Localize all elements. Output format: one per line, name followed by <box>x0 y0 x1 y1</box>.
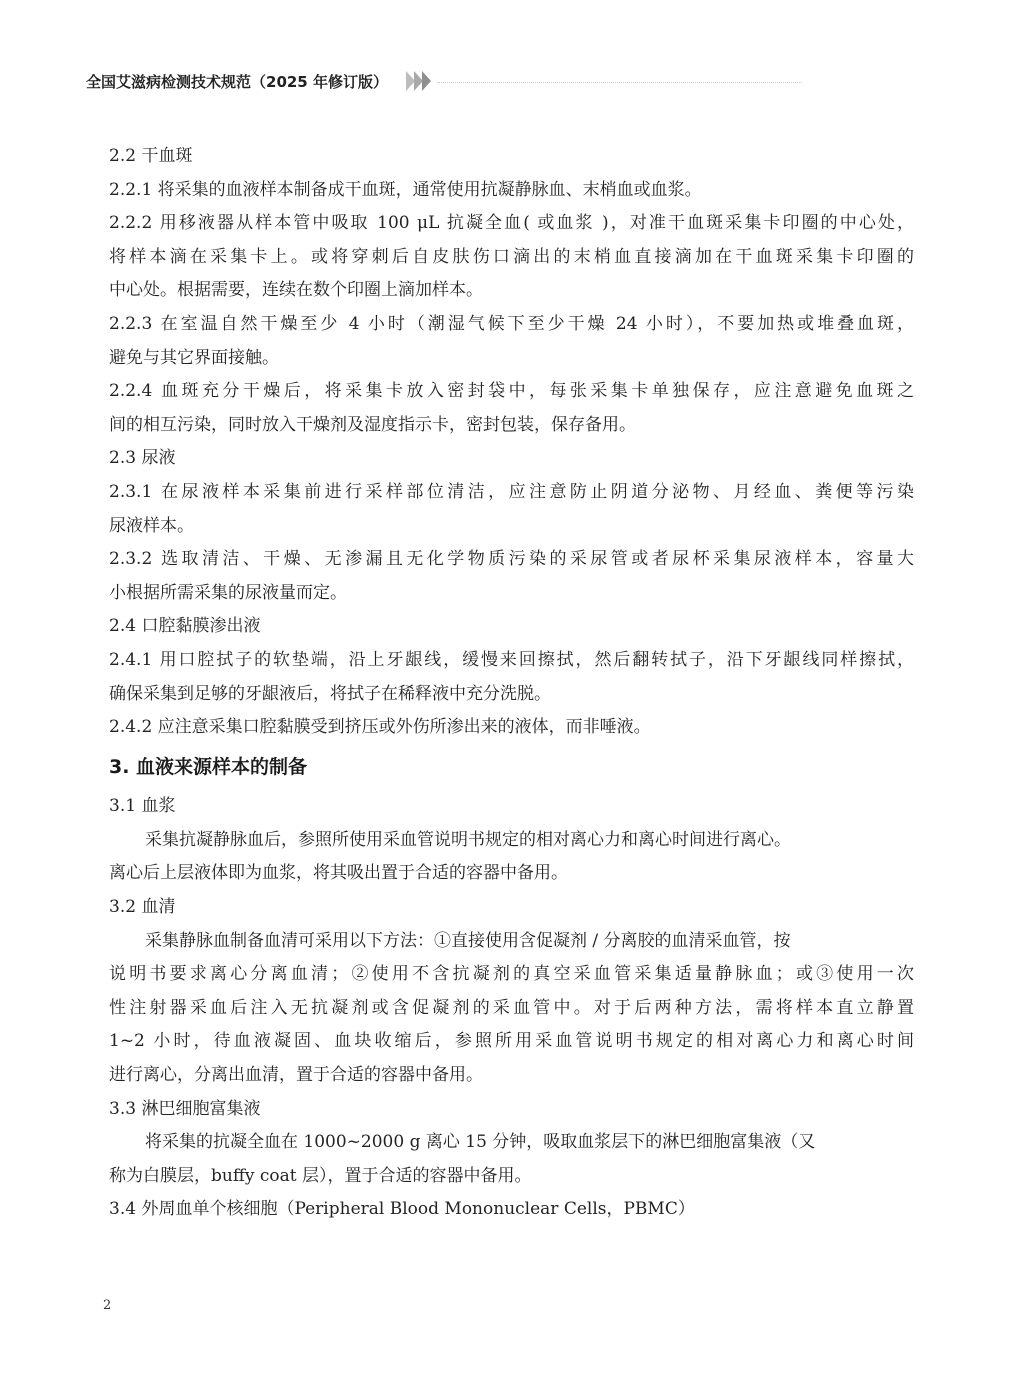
page-number: 2 <box>103 1298 112 1313</box>
running-header <box>86 66 802 96</box>
subsection-heading: 2.3 尿液 <box>109 448 176 469</box>
paragraph-line: 离心后上层液体即为血浆，将其吸出置于合适的容器中备用。 <box>109 863 568 884</box>
subsection-heading: 3.2 血清 <box>109 897 176 918</box>
paragraph-line: 性注射器采血后注入无抗凝剂或含促凝剂的采血管中。对于后两种方法，需将样本直立静置 <box>109 997 914 1018</box>
paragraph-line: 小根据所需采集的尿液量而定。 <box>109 582 347 603</box>
paragraph-line: 确保采集到足够的牙龈液后，将拭子在稀释液中充分洗脱。 <box>109 683 551 704</box>
paragraph-line: 2.2.4 血斑充分干燥后，将采集卡放入密封袋中，每张采集卡单独保存，应注意避免血斑之 <box>109 381 914 402</box>
paragraph-line: 称为白膜层，buffy coat 层），置于合适的容器中备用。 <box>109 1165 532 1186</box>
paragraph-line: 将采集的抗凝全血在 1000~2000 g 离心 15 分钟，吸取血浆层下的淋巴细胞富集液（又 <box>145 1132 816 1153</box>
header-title: 全国艾滋病检测技术规范（2025 年修订版） <box>86 72 388 91</box>
subsection-heading: 3.3 淋巴细胞富集液 <box>109 1098 261 1119</box>
body-text <box>109 140 914 1227</box>
chevron-decoration-icon <box>406 71 430 91</box>
paragraph-line: 说明书要求离心分离血清；②使用不含抗凝剂的真空采血管采集适量静脉血；或③使用一次 <box>109 964 914 985</box>
paragraph-line: 2.4.2 应注意采集口腔黏膜受到挤压或外伤所渗出来的液体，而非唾液。 <box>109 717 651 738</box>
paragraph-line: 2.3.2 选取清洁、干燥、无渗漏且无化学物质污染的采尿管或者尿杯采集尿液样本，容量大 <box>109 549 914 570</box>
paragraph-line: 中心处。根据需要，连续在数个印圈上滴加样本。 <box>109 280 483 301</box>
paragraph-line: 2.3.1 在尿液样本采集前进行采样部位清洁，应注意防止阴道分泌物、月经血、粪便等污染 <box>109 481 914 502</box>
header-divider <box>438 82 802 83</box>
paragraph-line: 尿液样本。 <box>109 515 194 536</box>
paragraph-line: 将样本滴在采集卡上。或将穿刺后自皮肤伤口滴出的末梢血直接滴加在干血斑采集卡印圈的 <box>109 246 914 267</box>
paragraph-line: 采集静脉血制备血清可采用以下方法：①直接使用含促凝剂 / 分离胶的血清采血管，按 <box>145 930 791 951</box>
subsection-heading: 3.1 血浆 <box>109 796 176 817</box>
paragraph-line: 避免与其它界面接触。 <box>109 347 279 368</box>
subsection-heading: 3.4 外周血单个核细胞（Peripheral Blood Mononuclear Cells，PBMC） <box>109 1199 695 1220</box>
paragraph-line: 间的相互污染，同时放入干燥剂及湿度指示卡，密封包装，保存备用。 <box>109 414 636 435</box>
subsection-heading: 2.4 口腔黏膜渗出液 <box>109 616 261 637</box>
paragraph-line: 1~2 小时，待血液凝固、血块收缩后，参照所用采血管说明书规定的相对离心力和离心时间 <box>109 1031 914 1052</box>
subsection-heading: 2.2 干血斑 <box>109 146 193 166</box>
paragraph-line: 2.2.3 在室温自然干燥至少 4 小时（潮湿气候下至少干燥 24 小时），不要加热或堆叠血斑， <box>109 313 914 334</box>
paragraph-line: 2.4.1 用口腔拭子的软垫端，沿上牙龈线，缓慢来回擦拭，然后翻转拭子，沿下牙龈线同样擦拭， <box>109 649 914 670</box>
paragraph-line: 2.2.1 将采集的血液样本制备成干血斑，通常使用抗凝静脉血、末梢血或血浆。 <box>109 179 702 200</box>
section-heading: 3. 血液来源样本的制备 <box>109 755 308 778</box>
paragraph-line: 进行离心，分离出血清，置于合适的容器中备用。 <box>109 1065 483 1086</box>
paragraph-line: 采集抗凝静脉血后，参照所使用采血管说明书规定的相对离心力和离心时间进行离心。 <box>145 829 791 850</box>
paragraph-line: 2.2.2 用移液器从样本管中吸取 100 μL 抗凝全血( 或血浆 )，对准干血斑采集卡印圈的中心处， <box>109 213 914 234</box>
